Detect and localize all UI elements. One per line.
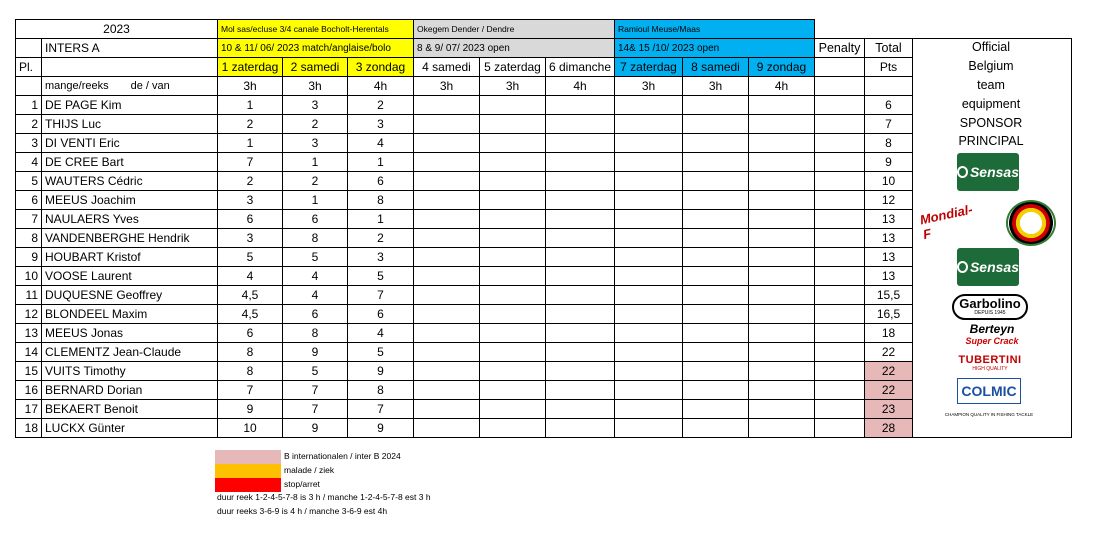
row-9-round-2: 5 (282, 247, 348, 267)
row-18-total: 28 (864, 418, 913, 438)
row-10-place: 10 (15, 266, 42, 286)
legend-label-ill: malade / ziek (284, 465, 335, 475)
row-13-penalty (814, 323, 865, 343)
row-12-round-4 (413, 304, 480, 324)
row-18-round-7 (614, 418, 683, 438)
row-9-round-4 (413, 247, 480, 267)
official-line-5: SPONSOR (959, 116, 1023, 130)
row-11-round-7 (614, 285, 683, 305)
row-6-name: MEEUS Joachim (41, 190, 218, 210)
venue-name-2: Okegem Dender / Dendre (413, 19, 615, 39)
row-3-round-2: 3 (282, 133, 348, 153)
row-8-round-3: 2 (347, 228, 414, 248)
row-2-penalty (814, 114, 865, 134)
row-14-round-8 (682, 342, 749, 362)
round-9-label: 9 zondag (748, 57, 815, 77)
row-10-penalty (814, 266, 865, 286)
row-8-round-7 (614, 228, 683, 248)
colmic-logo: COLMIC (957, 378, 1021, 404)
row-12-name: BLONDEEL Maxim (41, 304, 218, 324)
round-4-duration: 3h (413, 76, 480, 96)
row-15-total: 22 (864, 361, 913, 381)
row-6-total: 12 (864, 190, 913, 210)
colmic-tagline: CHAMPION QUALITY IN FISHING TACKLE (944, 412, 1034, 417)
row-3-round-6 (545, 133, 615, 153)
row-1-round-2: 3 (282, 95, 348, 115)
row-4-round-8 (682, 152, 749, 172)
row-15-round-2: 5 (282, 361, 348, 381)
row-13-name: MEEUS Jonas (41, 323, 218, 343)
row-15-place: 15 (15, 361, 42, 381)
legend-label-inter-b: B internationalen / inter B 2024 (284, 451, 401, 461)
row-9-round-7 (614, 247, 683, 267)
row-5-round-2: 2 (282, 171, 348, 191)
row-11-round-3: 7 (347, 285, 414, 305)
row-4-total: 9 (864, 152, 913, 172)
venue-dates-1: 10 & 11/ 06/ 2023 match/anglaise/bolo (217, 38, 414, 58)
row-9-place: 9 (15, 247, 42, 267)
row-17-place: 17 (15, 399, 42, 419)
row-7-round-1: 6 (217, 209, 283, 229)
row-7-round-8 (682, 209, 749, 229)
row-5-round-8 (682, 171, 749, 191)
row-13-round-1: 6 (217, 323, 283, 343)
round-4-label: 4 samedi (413, 57, 480, 77)
row-7-name: NAULAERS Yves (41, 209, 218, 229)
row-9-round-6 (545, 247, 615, 267)
row-17-round-3: 7 (347, 399, 414, 419)
row-6-round-8 (682, 190, 749, 210)
pl-header: Pl. (15, 57, 42, 77)
name-header-blank (41, 57, 218, 77)
row-14-round-5 (479, 342, 546, 362)
row-17-round-8 (682, 399, 749, 419)
official-line-1: Official (972, 40, 1010, 54)
round-6-duration: 4h (545, 76, 615, 96)
row-5-round-5 (479, 171, 546, 191)
row-2-round-7 (614, 114, 683, 134)
row-4-round-7 (614, 152, 683, 172)
group-name: INTERS A (41, 38, 218, 58)
row-8-round-5 (479, 228, 546, 248)
round-1-duration: 3h (217, 76, 283, 96)
row-1-place: 1 (15, 95, 42, 115)
row-8-total: 13 (864, 228, 913, 248)
row-1-total: 6 (864, 95, 913, 115)
row-1-round-5 (479, 95, 546, 115)
row-12-round-1: 4,5 (217, 304, 283, 324)
row-4-round-3: 1 (347, 152, 414, 172)
row-9-round-5 (479, 247, 546, 267)
row-13-place: 13 (15, 323, 42, 343)
row-4-round-6 (545, 152, 615, 172)
row-11-penalty (814, 285, 865, 305)
row-10-round-1: 4 (217, 266, 283, 286)
venue-name-1: Mol sas/ecluse 3/4 canale Bocholt-Herentals (217, 19, 414, 39)
duration-note-3h: duur reek 1-2-4-5-7-8 is 3 h / manche 1-2-4-5-7-8 est 3 h (217, 492, 431, 502)
row-11-round-9 (748, 285, 815, 305)
row-16-round-8 (682, 380, 749, 400)
row-4-round-2: 1 (282, 152, 348, 172)
row-10-round-5 (479, 266, 546, 286)
year-cell: 2023 (15, 19, 218, 39)
row-13-round-4 (413, 323, 480, 343)
row-4-name: DE CREE Bart (41, 152, 218, 172)
row-11-round-1: 4,5 (217, 285, 283, 305)
group-blank-cell (15, 38, 42, 58)
row-8-round-4 (413, 228, 480, 248)
round-7-label: 7 zaterdag (614, 57, 683, 77)
row-15-round-3: 9 (347, 361, 414, 381)
row-5-round-6 (545, 171, 615, 191)
row-11-round-2: 4 (282, 285, 348, 305)
row-9-round-3: 3 (347, 247, 414, 267)
dur-total-blank (864, 76, 913, 96)
row-1-penalty (814, 95, 865, 115)
total-header: Total (864, 38, 913, 58)
row-16-round-5 (479, 380, 546, 400)
row-15-name: VUITS Timothy (41, 361, 218, 381)
row-12-round-3: 6 (347, 304, 414, 324)
round-2-duration: 3h (282, 76, 348, 96)
row-7-round-2: 6 (282, 209, 348, 229)
row-17-round-5 (479, 399, 546, 419)
row-7-round-5 (479, 209, 546, 229)
row-16-round-3: 8 (347, 380, 414, 400)
row-10-name: VOOSE Laurent (41, 266, 218, 286)
row-14-round-4 (413, 342, 480, 362)
legend-swatch-ill (215, 464, 281, 478)
row-13-round-9 (748, 323, 815, 343)
row-11-name: DUQUESNE Geoffrey (41, 285, 218, 305)
row-6-round-9 (748, 190, 815, 210)
row-13-round-5 (479, 323, 546, 343)
venue-dates-3: 14& 15 /10/ 2023 open (614, 38, 815, 58)
row-14-round-2: 9 (282, 342, 348, 362)
round-5-label: 5 zaterdag (479, 57, 546, 77)
sensas-logo-bottom: Sensas (957, 248, 1019, 286)
row-7-round-3: 1 (347, 209, 414, 229)
row-6-round-1: 3 (217, 190, 283, 210)
row-5-total: 10 (864, 171, 913, 191)
mange-reeks-header (41, 76, 218, 96)
row-10-round-3: 5 (347, 266, 414, 286)
row-4-round-5 (479, 152, 546, 172)
garbolino-logo: Garbolino DEPUIS 1945 (952, 294, 1028, 320)
row-3-round-7 (614, 133, 683, 153)
row-16-penalty (814, 380, 865, 400)
row-2-name: THIJS Luc (41, 114, 218, 134)
row-17-round-4 (413, 399, 480, 419)
row-5-round-4 (413, 171, 480, 191)
row-7-total: 13 (864, 209, 913, 229)
row-5-place: 5 (15, 171, 42, 191)
row-5-penalty (814, 171, 865, 191)
row-6-round-2: 1 (282, 190, 348, 210)
row-7-round-9 (748, 209, 815, 229)
row-1-round-4 (413, 95, 480, 115)
round-3-duration: 4h (347, 76, 414, 96)
row-6-round-3: 8 (347, 190, 414, 210)
row-6-place: 6 (15, 190, 42, 210)
row-2-round-8 (682, 114, 749, 134)
row-12-round-5 (479, 304, 546, 324)
row-14-round-1: 8 (217, 342, 283, 362)
row-14-total: 22 (864, 342, 913, 362)
row-11-round-5 (479, 285, 546, 305)
row-12-round-2: 6 (282, 304, 348, 324)
row-9-round-1: 5 (217, 247, 283, 267)
tubertini-logo: TUBERTINI HIGH QUALITY (958, 354, 1022, 372)
row-2-total: 7 (864, 114, 913, 134)
row-17-round-2: 7 (282, 399, 348, 419)
round-6-label: 6 dimanche (545, 57, 615, 77)
row-6-round-7 (614, 190, 683, 210)
row-12-round-7 (614, 304, 683, 324)
round-7-duration: 3h (614, 76, 683, 96)
row-2-round-5 (479, 114, 546, 134)
row-9-total: 13 (864, 247, 913, 267)
row-8-round-1: 3 (217, 228, 283, 248)
row-1-round-3: 2 (347, 95, 414, 115)
row-13-round-8 (682, 323, 749, 343)
row-3-total: 8 (864, 133, 913, 153)
row-2-round-1: 2 (217, 114, 283, 134)
row-16-round-7 (614, 380, 683, 400)
row-13-round-2: 8 (282, 323, 348, 343)
row-9-round-8 (682, 247, 749, 267)
row-12-round-6 (545, 304, 615, 324)
row-2-place: 2 (15, 114, 42, 134)
row-4-round-1: 7 (217, 152, 283, 172)
row-17-total: 23 (864, 399, 913, 419)
row-4-round-9 (748, 152, 815, 172)
round-8-duration: 3h (682, 76, 749, 96)
row-12-round-8 (682, 304, 749, 324)
round-1-label: 1 zaterdag (217, 57, 283, 77)
row-11-round-6 (545, 285, 615, 305)
row-3-name: DI VENTI Eric (41, 133, 218, 153)
row-18-round-8 (682, 418, 749, 438)
row-8-place: 8 (15, 228, 42, 248)
official-line-4: equipment (961, 97, 1021, 111)
row-7-round-6 (545, 209, 615, 229)
row-8-round-8 (682, 228, 749, 248)
row-3-penalty (814, 133, 865, 153)
legend-swatch-inter-b (215, 450, 281, 464)
row-15-round-7 (614, 361, 683, 381)
row-3-round-4 (413, 133, 480, 153)
row-17-round-1: 9 (217, 399, 283, 419)
row-15-round-5 (479, 361, 546, 381)
row-15-round-6 (545, 361, 615, 381)
penalty-header: Penalty (814, 38, 865, 58)
mondial-f-logo: Mondial-F (918, 201, 974, 243)
row-3-round-8 (682, 133, 749, 153)
sensas-logo-top: Sensas (957, 153, 1019, 191)
row-14-round-7 (614, 342, 683, 362)
row-18-round-6 (545, 418, 615, 438)
row-2-round-9 (748, 114, 815, 134)
row-5-round-3: 6 (347, 171, 414, 191)
row-10-total: 13 (864, 266, 913, 286)
row-17-round-6 (545, 399, 615, 419)
legend-label-stop: stop/arret (284, 479, 320, 489)
row-9-round-9 (748, 247, 815, 267)
berteyn-logo: Berteyn Super Crack (965, 322, 1019, 346)
row-15-penalty (814, 361, 865, 381)
row-11-total: 15,5 (864, 285, 913, 305)
row-5-round-1: 2 (217, 171, 283, 191)
row-17-name: BEKAERT Benoit (41, 399, 218, 419)
row-7-round-7 (614, 209, 683, 229)
legend-swatch-stop (215, 478, 281, 492)
row-10-round-6 (545, 266, 615, 286)
row-2-round-2: 2 (282, 114, 348, 134)
row-12-round-9 (748, 304, 815, 324)
row-4-penalty (814, 152, 865, 172)
row-16-round-9 (748, 380, 815, 400)
venue-name-3: Ramioul Meuse/Maas (614, 19, 815, 39)
row-14-place: 14 (15, 342, 42, 362)
row-8-round-6 (545, 228, 615, 248)
row-18-round-4 (413, 418, 480, 438)
row-14-name: CLEMENTZ Jean-Claude (41, 342, 218, 362)
row-8-penalty (814, 228, 865, 248)
row-10-round-8 (682, 266, 749, 286)
row-11-place: 11 (15, 285, 42, 305)
row-10-round-2: 4 (282, 266, 348, 286)
row-1-round-1: 1 (217, 95, 283, 115)
row-9-name: HOUBART Kristof (41, 247, 218, 267)
row-18-name: LUCKX Günter (41, 418, 218, 438)
official-line-2: Belgium (968, 59, 1014, 73)
row-15-round-8 (682, 361, 749, 381)
mange-label: mange/reeks (45, 80, 109, 92)
row-10-round-7 (614, 266, 683, 286)
row-7-place: 7 (15, 209, 42, 229)
row-7-round-4 (413, 209, 480, 229)
row-18-penalty (814, 418, 865, 438)
row-18-round-9 (748, 418, 815, 438)
row-12-penalty (814, 304, 865, 324)
federation-crest-logo (1006, 200, 1056, 246)
row-13-round-7 (614, 323, 683, 343)
devan-label: de / van (130, 80, 170, 92)
row-16-total: 22 (864, 380, 913, 400)
row-1-round-7 (614, 95, 683, 115)
row-7-penalty (814, 209, 865, 229)
row-6-penalty (814, 190, 865, 210)
row-6-round-6 (545, 190, 615, 210)
row-16-round-2: 7 (282, 380, 348, 400)
row-10-round-4 (413, 266, 480, 286)
round-2-label: 2 samedi (282, 57, 348, 77)
row-13-total: 18 (864, 323, 913, 343)
row-1-name: DE PAGE Kim (41, 95, 218, 115)
row-17-round-7 (614, 399, 683, 419)
row-18-place: 18 (15, 418, 42, 438)
row-14-penalty (814, 342, 865, 362)
pts-header: Pts (864, 57, 913, 77)
row-17-round-9 (748, 399, 815, 419)
round-8-label: 8 samedi (682, 57, 749, 77)
penalty-blank (814, 57, 865, 77)
venue-dates-2: 8 & 9/ 07/ 2023 open (413, 38, 615, 58)
row-10-round-9 (748, 266, 815, 286)
row-8-round-9 (748, 228, 815, 248)
row-15-round-1: 8 (217, 361, 283, 381)
row-15-round-4 (413, 361, 480, 381)
row-3-round-3: 4 (347, 133, 414, 153)
row-18-round-5 (479, 418, 546, 438)
row-6-round-4 (413, 190, 480, 210)
row-5-round-7 (614, 171, 683, 191)
round-5-duration: 3h (479, 76, 546, 96)
row-14-round-3: 5 (347, 342, 414, 362)
row-12-place: 12 (15, 304, 42, 324)
row-1-round-6 (545, 95, 615, 115)
row-17-penalty (814, 399, 865, 419)
row-2-round-6 (545, 114, 615, 134)
row-11-round-8 (682, 285, 749, 305)
round-9-duration: 4h (748, 76, 815, 96)
row-3-round-1: 1 (217, 133, 283, 153)
row-2-round-4 (413, 114, 480, 134)
dur-pl-blank (15, 76, 42, 96)
row-5-round-9 (748, 171, 815, 191)
row-12-total: 16,5 (864, 304, 913, 324)
row-14-round-6 (545, 342, 615, 362)
row-16-round-4 (413, 380, 480, 400)
round-3-label: 3 zondag (347, 57, 414, 77)
row-5-name: WAUTERS Cédric (41, 171, 218, 191)
row-4-place: 4 (15, 152, 42, 172)
duration-note-4h: duur reeks 3-6-9 is 4 h / manche 3-6-9 est 4h (217, 506, 388, 516)
row-4-round-4 (413, 152, 480, 172)
row-3-place: 3 (15, 133, 42, 153)
row-16-round-1: 7 (217, 380, 283, 400)
row-16-place: 16 (15, 380, 42, 400)
row-18-round-2: 9 (282, 418, 348, 438)
row-8-name: VANDENBERGHE Hendrik (41, 228, 218, 248)
row-18-round-3: 9 (347, 418, 414, 438)
row-18-round-1: 10 (217, 418, 283, 438)
row-13-round-3: 4 (347, 323, 414, 343)
official-line-3: team (977, 78, 1005, 92)
dur-penalty-blank (814, 76, 865, 96)
row-16-name: BERNARD Dorian (41, 380, 218, 400)
row-14-round-9 (748, 342, 815, 362)
row-16-round-6 (545, 380, 615, 400)
row-2-round-3: 3 (347, 114, 414, 134)
row-8-round-2: 8 (282, 228, 348, 248)
row-1-round-9 (748, 95, 815, 115)
row-1-round-8 (682, 95, 749, 115)
official-line-6: PRINCIPAL (958, 134, 1024, 148)
row-15-round-9 (748, 361, 815, 381)
row-3-round-9 (748, 133, 815, 153)
row-13-round-6 (545, 323, 615, 343)
row-3-round-5 (479, 133, 546, 153)
row-9-penalty (814, 247, 865, 267)
row-11-round-4 (413, 285, 480, 305)
row-6-round-5 (479, 190, 546, 210)
